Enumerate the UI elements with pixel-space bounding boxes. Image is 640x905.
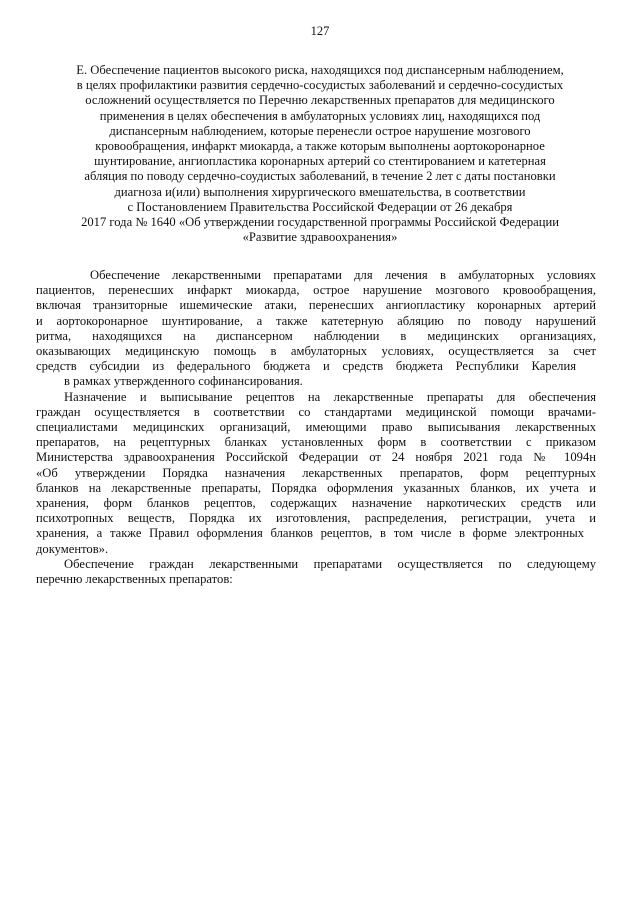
paragraph-line: Обеспечение граждан лекарственными препаратами осуществляется по следующему [64, 556, 596, 571]
paragraph-line: хранения, а также Правил оформления бланков рецептов, в том числе в форме электронных [36, 526, 584, 541]
paragraph-line: Министерства здравоохранения Российской Федерации от 24 ноября 2021 года № 1094н [36, 450, 596, 465]
paragraph-line: и аортокоронарное шунтирование, а также катетерную абляцию по поводу нарушений [36, 313, 596, 328]
heading-line: абляция по поводу сердечно-соудистых заболеваний, в течение 2 лет с даты постановки [84, 169, 556, 184]
paragraph-line: включая транзиторные ишемические атаки, перенесших ангиопластику коронарных артерий [36, 298, 596, 313]
paragraph-medication-provision [36, 268, 596, 390]
heading-line: диспансерным наблюдением, которые перенесли острое нарушение мозгового [109, 123, 531, 138]
paragraph-line: ритма, находящихся на диспансерном наблюдении в медицинских организациях, [36, 328, 596, 343]
heading-line: с Постановлением Правительства Российской Федерации от 26 декабря [127, 199, 513, 214]
paragraph-line: Назначение и выписывание рецептов на лекарственные препараты для обеспечения [64, 389, 596, 404]
paragraph-line: документов». [36, 541, 109, 556]
heading-line: кровообращения, инфаркт миокарда, а также которым выполнены аортокоронарное [95, 139, 545, 154]
paragraph-line: специалистами медицинских организаций, имеющими право выписывания лекарственных [36, 420, 596, 435]
heading-line: «Развитие здравоохранения» [242, 230, 398, 245]
paragraph-medication-list-intro [36, 556, 596, 587]
paragraph-line: «Об утверждении Порядка назначения лекарственных препаратов, форм рецептурных [36, 465, 596, 480]
paragraph-line: в рамках утвержденного софинансирования. [64, 374, 303, 389]
heading-line: применения в целях обеспечения в амбулаторных условиях лиц, находящихся под [99, 108, 541, 123]
heading-line: диагноза и(или) выполнения хирургического вмешательства, в соответствии [114, 184, 526, 199]
paragraph-line: Обеспечение лекарственными препаратами для лечения в амбулаторных условиях [90, 268, 596, 282]
heading-line: шунтирование, ангиопластика коронарных артерий со стентированием и катетерная [94, 154, 546, 169]
heading-line: Е. Обеспечение пациентов высокого риска, находящихся под диспансерным наблюдением, [76, 63, 564, 77]
section-heading [40, 63, 600, 245]
paragraph-line: оказывающих медицинскую помощь в амбулаторных условиях, осуществляется за счет [36, 344, 596, 359]
paragraph-line: перечню лекарственных препаратов: [36, 572, 233, 587]
body-text [36, 268, 596, 587]
paragraph-prescriptions [36, 389, 596, 557]
heading-line: 2017 года № 1640 «Об утверждении государственной программы Российской Федерации [81, 215, 559, 230]
paragraph-line: препаратов, на рецептурных бланках установленных форм в соответствии с приказом [36, 435, 596, 450]
paragraph-line: пациентов, перенесших инфаркт миокарда, острое нарушение мозгового кровообращения, [36, 283, 596, 298]
paragraph-line: психотропных веществ, Порядка их изготовления, распределения, регистрации, учета и [36, 511, 596, 526]
paragraph-line: граждан осуществляется в соответствии со стандартами медицинской помощи врачами- [36, 404, 596, 419]
paragraph-line: средств субсидии из федерального бюджета и средств бюджета Республики Карелия [36, 359, 576, 374]
paragraph-line: бланков на лекарственные препараты, Порядка оформления указанных бланков, их учета и [36, 480, 596, 495]
heading-line: осложнений осуществляется по Перечню лекарственных препаратов для медицинского [85, 93, 555, 108]
page-number: 127 [310, 24, 330, 38]
heading-line: в целях профилактики развития сердечно-сосудистых заболеваний и сердечно-сосудистых [76, 78, 564, 93]
paragraph-line: хранения, форм бланков рецептов, содержащих назначение наркотических средств или [36, 496, 596, 511]
